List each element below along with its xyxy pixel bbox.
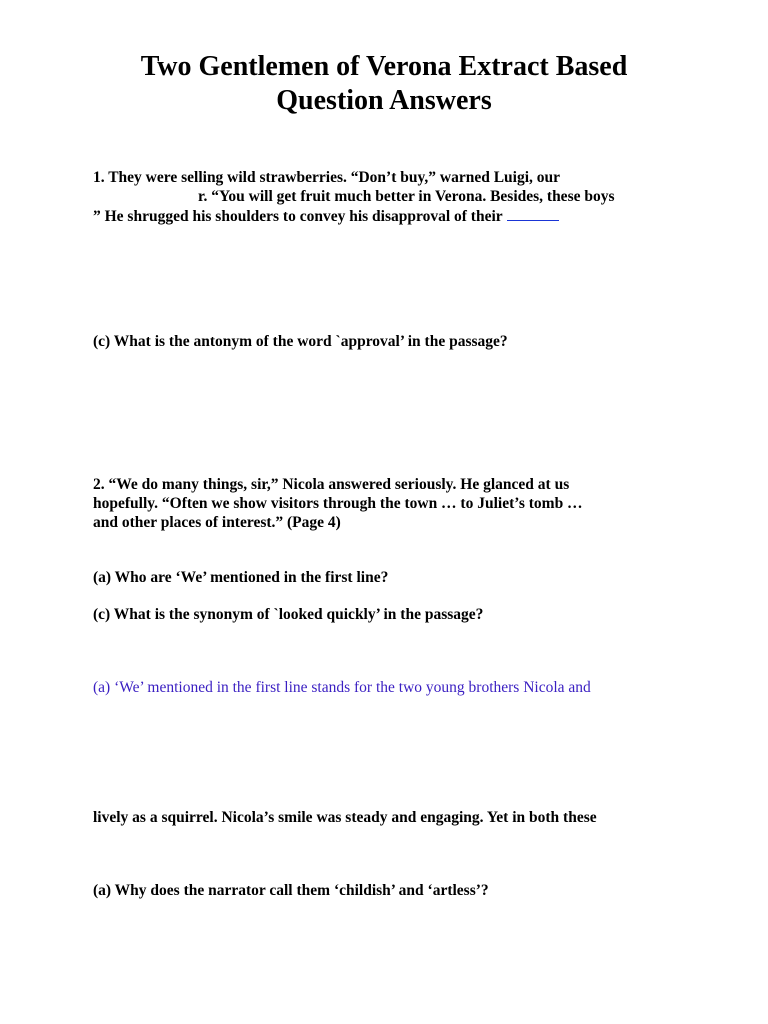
page-title-line-2: Question Answers [276, 85, 492, 116]
q1-passage-line-3 [93, 206, 559, 226]
q2-passage-line-1: 2. “We do many things, sir,” Nicola answered seriously. He glanced at us [93, 476, 570, 493]
answer-blank-link[interactable] [507, 206, 559, 221]
q1-question-c: (c) What is the antonym of the word `approval’ in the passage? [93, 333, 508, 350]
q2-question-a: (a) Who are ‘We’ mentioned in the first line? [93, 569, 389, 586]
q3-passage-line-1: lively as a squirrel. Nicola’s smile was steady and engaging. Yet in both these [93, 809, 597, 826]
page-title-line-1: Two Gentlemen of Verona Extract Based [140, 51, 628, 82]
q2-passage-line-3: and other places of interest.” (Page 4) [93, 514, 341, 531]
q1-passage-line-3-text: ” He shrugged his shoulders to convey his disapproval of their [93, 208, 503, 225]
q3-question-a: (a) Why does the narrator call them ‘childish’ and ‘artless’? [93, 882, 489, 899]
q1-passage-line-2: r. “You will get fruit much better in Verona. Besides, these boys [198, 188, 615, 205]
q2-question-c: (c) What is the synonym of `looked quickly’ in the passage? [93, 606, 484, 623]
q1-passage-line-1: 1. They were selling wild strawberries. “Don’t buy,” warned Luigi, our [93, 169, 561, 186]
q2-answer-a: (a) ‘We’ mentioned in the first line stands for the two young brothers Nicola and [93, 679, 591, 696]
q2-passage-line-2: hopefully. “Often we show visitors through the town … to Juliet’s tomb … [93, 495, 583, 512]
